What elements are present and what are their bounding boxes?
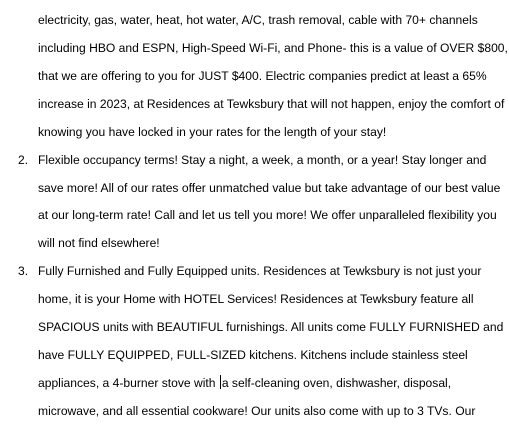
item1-line-1: electricity, gas, water, heat, hot water, A/C, trash removal, cable with 70+ channels: [38, 13, 478, 27]
item3-line-1: Fully Furnished and Fully Equipped units. Residences at Tewksbury is not just your: [38, 264, 482, 278]
item2-line-4: will not find elsewhere!: [38, 236, 160, 250]
item3-line-4: have FULLY EQUIPPED, FULL-SIZED kitchens. Kitchens include stainless steel: [38, 348, 468, 362]
text-cursor: [220, 375, 221, 389]
item3-number: 3.: [18, 264, 29, 278]
item3-line-5-before-cursor: appliances, a 4-burner stove with: [38, 376, 219, 390]
item3-line-3: SPACIOUS units with BEAUTIFUL furnishings. All units come FULLY FURNISHED and: [38, 320, 504, 334]
item3-line-6: microwave, and all essential cookware! Our units also come with up to 3 TVs. Our: [38, 404, 476, 418]
item2-line-2: save more! All of our rates offer unmatched value but take advantage of our best value: [38, 181, 501, 195]
item2-line-3: at our long-term rate! Call and let us tell you more! We offer unparalleled flexibility you: [38, 208, 497, 222]
item1-line-5: knowing you have locked in your rates for the length of your stay!: [38, 125, 387, 139]
item2-line-1: Flexible occupancy terms! Stay a night, a week, a month, or a year! Stay longer and: [38, 153, 487, 167]
item3-line-2: home, it is your Home with HOTEL Services! Residences at Tewksbury feature all: [38, 292, 474, 306]
item3-line-5-after-cursor: a self-cleaning oven, dishwasher, disposal,: [221, 376, 452, 390]
item1-line-4: increase in 2023, at Residences at Tewksbury that will not happen, enjoy the comfort of: [38, 97, 505, 111]
item1-line-3: that we are offering to you for JUST $400. Electric companies predict at least a 65%: [38, 69, 487, 83]
item3-line-5-with-cursor: [38, 375, 451, 391]
item1-line-2: including HBO and ESPN, High-Speed Wi-Fi, and Phone- this is a value of OVER $800,: [38, 41, 508, 55]
item2-number: 2.: [18, 153, 29, 167]
